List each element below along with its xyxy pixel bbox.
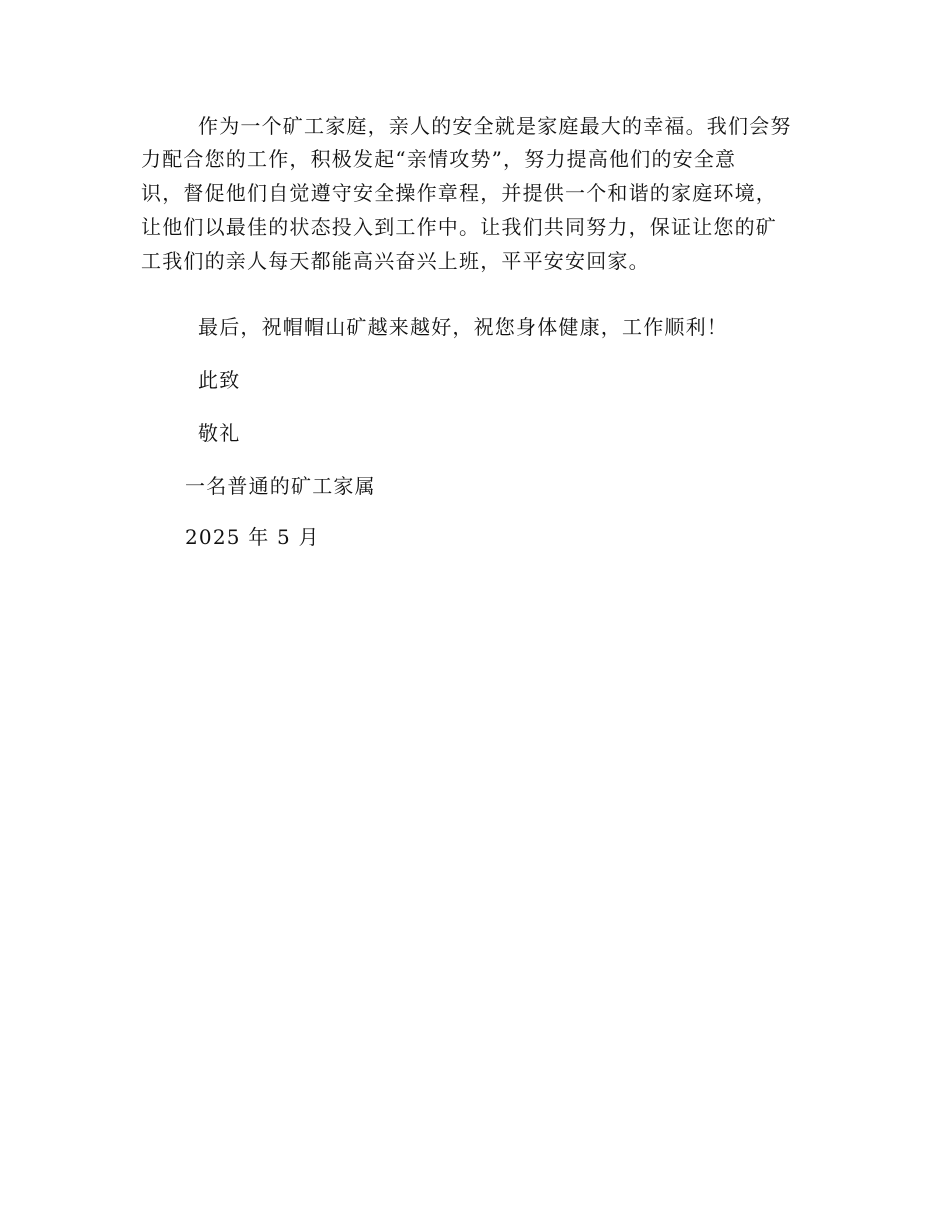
closing-salutation-2: 敬礼 (198, 421, 241, 445)
paragraph-1-line-2: 力配合您的工作，积极发起“亲情攻势”，努力提高他们的安全意 (141, 147, 737, 171)
paragraph-1-line-5: 工我们的亲人每天都能高兴奋兴上班，平平安安回家。 (141, 249, 650, 273)
closing-salutation-1: 此致 (198, 368, 241, 392)
paragraph-2: 最后，祝帽帽山矿越来越好，祝您身体健康，工作顺利！ (198, 315, 728, 339)
signature: 一名普通的矿工家属 (185, 474, 376, 498)
paragraph-1-line-1: 作为一个矿工家庭，亲人的安全就是家庭最大的幸福。我们会努 (198, 114, 792, 138)
paragraph-1-line-4: 让他们以最佳的状态投入到工作中。让我们共同努力，保证让您的矿 (141, 215, 777, 239)
paragraph-1-line-3: 识，督促他们自觉遵守安全操作章程，并提供一个和谐的家庭环境， (141, 181, 777, 205)
date: 2025 年 5 月 (185, 525, 320, 549)
